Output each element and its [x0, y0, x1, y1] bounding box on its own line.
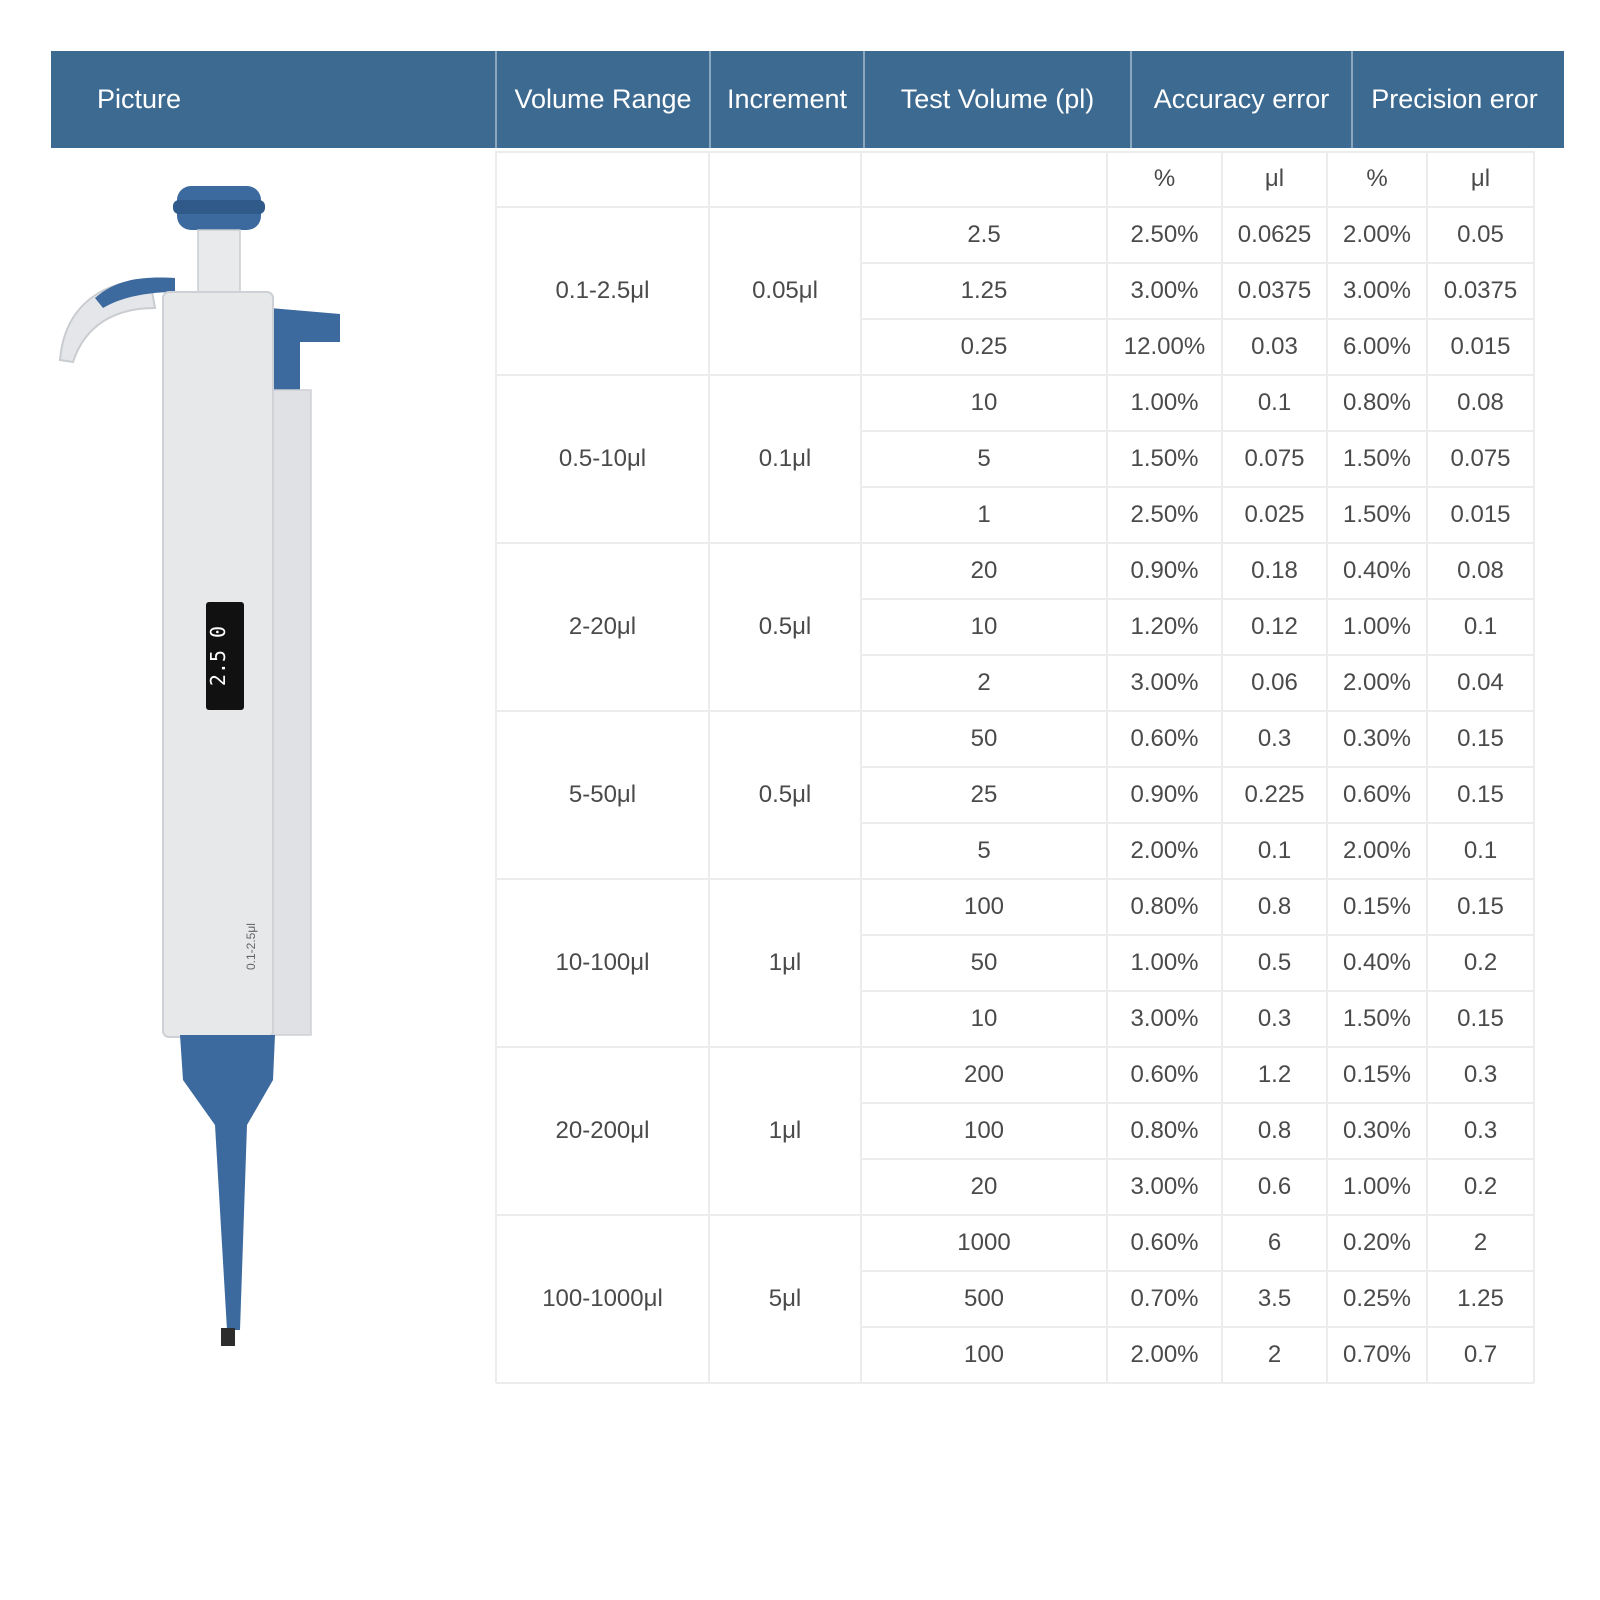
accuracy-ul-cell: 0.3 [1257, 1005, 1292, 1032]
precision-percent-cell: 3.00% [1342, 277, 1412, 304]
column-divider [708, 151, 710, 1383]
precision-ul-cell: 0.3 [1463, 1061, 1498, 1088]
pipette-icon [55, 180, 355, 1360]
row-divider [861, 318, 1534, 320]
test-volume-cell: 1.25 [960, 277, 1008, 304]
precision-percent-cell: 0.30% [1342, 725, 1412, 752]
column-divider [1221, 151, 1223, 1383]
row-divider [496, 1046, 1534, 1048]
row-divider [861, 1270, 1534, 1272]
accuracy-percent-cell: 0.60% [1130, 725, 1199, 752]
test-volume-cell: 0.25 [960, 333, 1008, 360]
accuracy-ul-cell: 1.2 [1257, 1061, 1292, 1088]
accuracy-percent-cell: 0.90% [1130, 557, 1199, 584]
header-picture: Picture [97, 84, 182, 114]
accuracy-ul-cell: 0.18 [1251, 557, 1298, 584]
precision-percent-cell: 0.80% [1342, 389, 1412, 416]
header-increment: Increment [726, 84, 848, 114]
column-divider [1533, 151, 1535, 1383]
precision-percent-cell: 1.50% [1342, 1005, 1412, 1032]
precision-percent-cell: 0.60% [1342, 781, 1412, 808]
column-divider [1426, 151, 1428, 1383]
precision-percent-cell: 1.00% [1342, 613, 1412, 640]
accuracy-percent-cell: 0.80% [1130, 893, 1199, 920]
pipette-image [55, 180, 355, 1365]
precision-ul-cell: 1.25 [1457, 1285, 1504, 1312]
row-divider [496, 151, 1534, 153]
column-divider [1106, 151, 1108, 1383]
precision-ul-cell: 0.15 [1457, 725, 1504, 752]
subheader-accuracy-percent: % [1153, 165, 1176, 192]
test-volume-cell: 10 [970, 389, 998, 416]
precision-percent-cell: 0.15% [1342, 893, 1412, 920]
row-divider [496, 374, 1534, 376]
test-volume-cell: 20 [970, 1173, 998, 1200]
accuracy-percent-cell: 1.00% [1130, 949, 1199, 976]
precision-percent-cell: 1.50% [1342, 445, 1412, 472]
precision-ul-cell: 0.05 [1457, 221, 1504, 248]
precision-ul-cell: 0.015 [1450, 333, 1511, 360]
column-divider [860, 151, 862, 1383]
accuracy-ul-cell: 0.1 [1257, 389, 1292, 416]
accuracy-ul-cell: 2 [1267, 1341, 1282, 1368]
test-volume-cell: 2 [977, 669, 991, 696]
row-divider [496, 1382, 1534, 1384]
accuracy-percent-cell: 1.50% [1130, 445, 1199, 472]
volume-range-cell: 100-1000μl [542, 1285, 663, 1312]
header-test-volume: Test Volume (pl) [900, 84, 1095, 114]
subheader-precision-ul: μl [1470, 165, 1491, 192]
precision-ul-cell: 0.08 [1457, 389, 1504, 416]
precision-ul-cell: 0.075 [1450, 445, 1511, 472]
column-divider [495, 151, 497, 1383]
precision-ul-cell: 0.0375 [1443, 277, 1518, 304]
precision-percent-cell: 1.00% [1342, 1173, 1412, 1200]
accuracy-percent-cell: 2.50% [1130, 501, 1199, 528]
column-divider [1326, 151, 1328, 1383]
accuracy-percent-cell: 0.60% [1130, 1061, 1199, 1088]
accuracy-ul-cell: 3.5 [1257, 1285, 1292, 1312]
accuracy-percent-cell: 3.00% [1130, 1005, 1199, 1032]
increment-cell: 5μl [768, 1285, 802, 1312]
precision-ul-cell: 0.015 [1450, 501, 1511, 528]
accuracy-ul-cell: 0.225 [1244, 781, 1305, 808]
accuracy-ul-cell: 0.8 [1257, 893, 1292, 920]
precision-ul-cell: 0.08 [1457, 557, 1504, 584]
precision-ul-cell: 0.15 [1457, 1005, 1504, 1032]
row-divider [861, 486, 1534, 488]
test-volume-cell: 2.5 [967, 221, 1001, 248]
accuracy-percent-cell: 0.90% [1130, 781, 1199, 808]
precision-ul-cell: 0.04 [1457, 669, 1504, 696]
test-volume-cell: 25 [970, 781, 998, 808]
spec-table [496, 151, 1556, 1377]
row-divider [496, 1214, 1534, 1216]
test-volume-cell: 100 [963, 1117, 1005, 1144]
accuracy-percent-cell: 0.60% [1130, 1229, 1199, 1256]
accuracy-percent-cell: 0.70% [1130, 1285, 1199, 1312]
precision-ul-cell: 0.2 [1463, 1173, 1498, 1200]
increment-cell: 0.5μl [758, 781, 812, 808]
precision-percent-cell: 0.20% [1342, 1229, 1412, 1256]
accuracy-ul-cell: 0.3 [1257, 725, 1292, 752]
increment-cell: 0.05μl [752, 277, 818, 304]
precision-ul-cell: 0.15 [1457, 893, 1504, 920]
accuracy-ul-cell: 0.0625 [1237, 221, 1312, 248]
precision-ul-cell: 0.7 [1463, 1341, 1498, 1368]
accuracy-percent-cell: 0.80% [1130, 1117, 1199, 1144]
accuracy-ul-cell: 6 [1267, 1229, 1282, 1256]
precision-percent-cell: 0.25% [1342, 1285, 1412, 1312]
precision-ul-cell: 2 [1473, 1229, 1488, 1256]
accuracy-ul-cell: 0.1 [1257, 837, 1292, 864]
test-volume-cell: 10 [970, 613, 998, 640]
test-volume-cell: 50 [970, 949, 998, 976]
row-divider [861, 822, 1534, 824]
precision-ul-cell: 0.2 [1463, 949, 1498, 976]
precision-percent-cell: 2.00% [1342, 669, 1412, 696]
test-volume-cell: 100 [963, 893, 1005, 920]
test-volume-cell: 1000 [957, 1229, 1011, 1256]
row-divider [496, 206, 1534, 208]
accuracy-ul-cell: 0.8 [1257, 1117, 1292, 1144]
increment-cell: 1μl [768, 1117, 802, 1144]
accuracy-percent-cell: 1.00% [1130, 389, 1199, 416]
accuracy-percent-cell: 3.00% [1130, 1173, 1199, 1200]
precision-percent-cell: 0.15% [1342, 1061, 1412, 1088]
precision-percent-cell: 0.40% [1342, 949, 1412, 976]
test-volume-cell: 1 [977, 501, 991, 528]
row-divider [861, 1102, 1534, 1104]
precision-ul-cell: 0.15 [1457, 781, 1504, 808]
accuracy-ul-cell: 0.06 [1251, 669, 1298, 696]
test-volume-cell: 50 [970, 725, 998, 752]
accuracy-percent-cell: 3.00% [1130, 277, 1199, 304]
accuracy-ul-cell: 0.075 [1244, 445, 1305, 472]
pipette-side-label: 0.1-2.5μl [244, 923, 258, 970]
row-divider [861, 1158, 1534, 1160]
volume-range-cell: 20-200μl [555, 1117, 650, 1144]
accuracy-ul-cell: 0.03 [1251, 333, 1298, 360]
row-divider [861, 430, 1534, 432]
header-accuracy-error: Accuracy error [1153, 84, 1330, 114]
increment-cell: 1μl [768, 949, 802, 976]
accuracy-ul-cell: 0.025 [1244, 501, 1305, 528]
row-divider [496, 710, 1534, 712]
accuracy-ul-cell: 0.6 [1257, 1173, 1292, 1200]
volume-range-cell: 0.1-2.5μl [555, 277, 650, 304]
test-volume-cell: 5 [977, 445, 991, 472]
volume-range-cell: 0.5-10μl [558, 445, 647, 472]
row-divider [496, 878, 1534, 880]
row-divider [861, 654, 1534, 656]
precision-ul-cell: 0.1 [1463, 613, 1498, 640]
test-volume-cell: 100 [963, 1341, 1005, 1368]
accuracy-ul-cell: 0.5 [1257, 949, 1292, 976]
row-divider [861, 598, 1534, 600]
volume-range-cell: 2-20μl [568, 613, 637, 640]
accuracy-percent-cell: 2.00% [1130, 837, 1199, 864]
row-divider [861, 766, 1534, 768]
volume-range-cell: 10-100μl [555, 949, 650, 976]
accuracy-percent-cell: 3.00% [1130, 669, 1199, 696]
accuracy-percent-cell: 2.00% [1130, 1341, 1199, 1368]
precision-percent-cell: 0.40% [1342, 557, 1412, 584]
increment-cell: 0.5μl [758, 613, 812, 640]
accuracy-percent-cell: 2.50% [1130, 221, 1199, 248]
precision-percent-cell: 0.30% [1342, 1117, 1412, 1144]
precision-percent-cell: 2.00% [1342, 837, 1412, 864]
precision-percent-cell: 1.50% [1342, 501, 1412, 528]
test-volume-cell: 10 [970, 1005, 998, 1032]
test-volume-cell: 20 [970, 557, 998, 584]
test-volume-cell: 200 [963, 1061, 1005, 1088]
row-divider [861, 934, 1534, 936]
header-precision-error: Precision eror [1371, 84, 1538, 114]
test-volume-cell: 5 [977, 837, 991, 864]
accuracy-ul-cell: 0.12 [1251, 613, 1298, 640]
row-divider [861, 262, 1534, 264]
precision-percent-cell: 6.00% [1342, 333, 1412, 360]
precision-ul-cell: 0.1 [1463, 837, 1498, 864]
accuracy-percent-cell: 1.20% [1130, 613, 1199, 640]
subheader-accuracy-ul: μl [1264, 165, 1285, 192]
increment-cell: 0.1μl [758, 445, 812, 472]
row-divider [496, 542, 1534, 544]
accuracy-percent-cell: 12.00% [1123, 333, 1206, 360]
precision-ul-cell: 0.3 [1463, 1117, 1498, 1144]
precision-percent-cell: 2.00% [1342, 221, 1412, 248]
row-divider [861, 1326, 1534, 1328]
header-volume-range: Volume Range [514, 84, 692, 114]
pipette-display: 2.5 0 [206, 625, 230, 687]
precision-percent-cell: 0.70% [1342, 1341, 1412, 1368]
test-volume-cell: 500 [963, 1285, 1005, 1312]
subheader-precision-percent: % [1366, 165, 1388, 192]
volume-range-cell: 5-50μl [568, 781, 637, 808]
row-divider [861, 990, 1534, 992]
accuracy-ul-cell: 0.0375 [1237, 277, 1312, 304]
